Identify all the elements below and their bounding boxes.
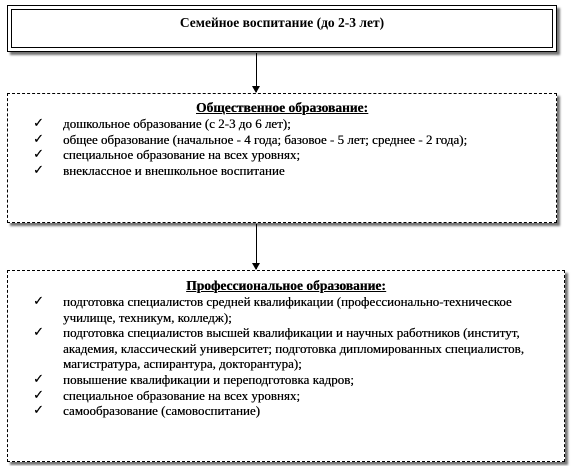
professional-education-title: Профессиональное образование:	[186, 278, 386, 293]
professional-education-list	[8, 294, 564, 419]
list-item	[33, 388, 556, 404]
list-item	[33, 294, 556, 325]
list-item	[33, 116, 548, 132]
arrow-public-to-professional	[256, 224, 257, 269]
family-education-title: Семейное воспитание (до 2-3 лет)	[179, 15, 385, 30]
arrow-family-to-public	[256, 53, 257, 92]
public-education-list	[8, 116, 556, 178]
list-item	[33, 147, 548, 163]
family-education-box	[7, 5, 557, 52]
checkmark-icon: ✓	[33, 131, 44, 147]
professional-education-box	[7, 270, 565, 462]
list-item	[33, 403, 556, 419]
public-education-box	[7, 93, 557, 223]
list-item-text: общее образование (начальное - 4 года; базовое - 5 лет; среднее - 2 года);	[63, 131, 468, 147]
checkmark-icon: ✓	[33, 116, 44, 131]
list-item-text: подготовка специалистов высшей квалификации и научных работников (институт, академия, классический университет; подготовка дипломированных специалистов, магистратура, аспирантура, докторантура);	[63, 325, 524, 372]
checkmark-icon: ✓	[33, 162, 44, 178]
checkmark-icon: ✓	[33, 403, 44, 419]
list-item	[33, 163, 548, 179]
checkmark-icon: ✓	[33, 387, 44, 403]
list-item	[33, 132, 548, 148]
list-item-text: специальное образование на всех уровнях;	[63, 387, 300, 403]
list-item	[33, 325, 556, 372]
public-education-title: Общественное образование:	[196, 100, 368, 115]
list-item-text: специальное образование на всех уровнях;	[63, 147, 300, 163]
checkmark-icon: ✓	[33, 294, 44, 309]
list-item-text: дошкольное образование (с 2-3 до 6 лет);	[63, 116, 291, 131]
list-item-text: подготовка специалистов средней квалификации (профессионально-техническое училище, техникум, колледж);	[63, 294, 512, 325]
list-item-text: самообразование (самовоспитание)	[63, 403, 260, 419]
checkmark-icon: ✓	[33, 371, 44, 387]
checkmark-icon: ✓	[33, 147, 44, 163]
list-item	[33, 372, 556, 388]
list-item-text: повышение квалификации и переподготовка кадров;	[63, 371, 354, 387]
list-item-text: внеклассное и внешкольное воспитание	[63, 162, 285, 178]
checkmark-icon: ✓	[33, 325, 44, 341]
